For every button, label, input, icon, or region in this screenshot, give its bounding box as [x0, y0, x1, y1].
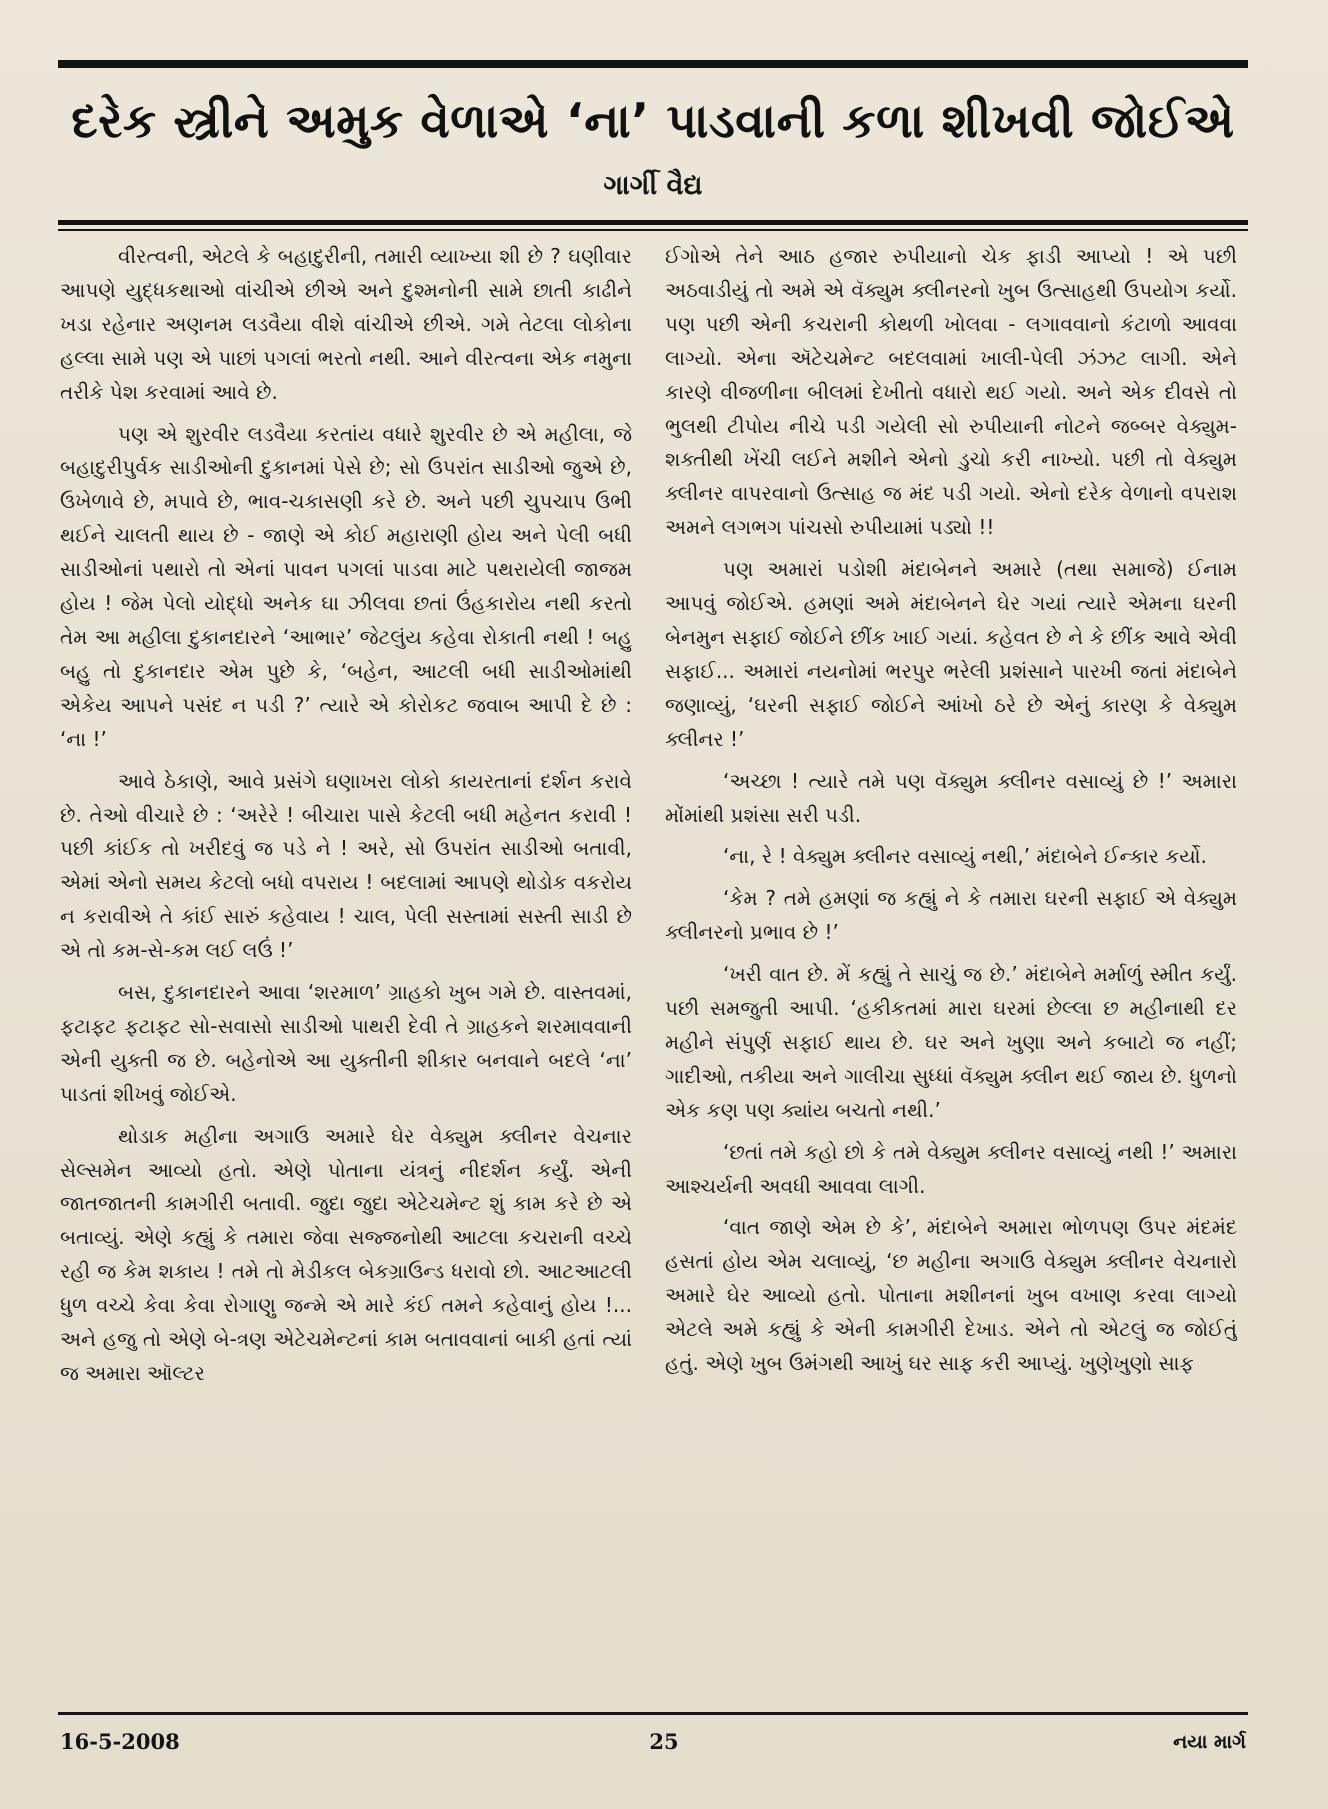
article-title: દરેક સ્ત્રીને અમુક વેળાએ ‘ના’ પાડવાની કળા શીખવી જોઈએ [71, 94, 1235, 149]
paragraph: પણ અમારાં પડોશી મંદાબેનને અમારે (તથા સમાજે) ઈનામ આપવું જોઈએ. હમણાં અમે મંદાબેનને ઘેર ગયાં ત્યારે એમના ઘરની બેનમુન સફાઈ જોઈને છીંક ખાઈ ગયાં. કહેવત છે ને કે છીંક આવે એવી સફાઈ... અમારાં નયનોમાં ભરપુર ભરેલી પ્રશંસાને પારખી જતાં મંદાબેને જણાવ્યું, ‘ઘરની સફાઈ જોઈને આંખો ઠરે છે એનું કારણ કે વેક્યુમ ક્લીનર !’ [665, 557, 1237, 751]
article-author: ગાર્ગી વૈદ્ય [603, 170, 703, 201]
paragraph: આવે ઠેકાણે, આવે પ્રસંગે ઘણાખરા લોકો કાયરતાનાં દર્શન કરાવે છે. તેઓ વીચારે છે : ‘અરેરે ! બીચારા પાસે કેટલી બધી મહેનત કરાવી ! પછી કાંઈક તો ખરીદવું જ પડે ને ! અરે, સો ઉપરાંત સાડીઓ બતાવી, એમાં એનો સમય કેટલો બધો વપરાય ! બદલામાં આપણે થોડોક વકરોય ન કરાવીએ તે કાંઈ સારું કહેવાય ! ચાલ, પેલી સસ્તામાં સસ્તી સાડી છે એ તો કમ-સે-કમ લઈ લઉં !’ [60, 768, 632, 963]
right-column [665, 240, 1237, 1705]
footer-rule [58, 1712, 1248, 1715]
paragraph: ‘છતાં તમે કહો છો કે તમે વેક્યુમ ક્લીનર વસાવ્યું નથી !’ અમારા આશ્ચર્યની અવધી આવવા લાગી. [665, 1139, 1237, 1198]
left-column [60, 240, 632, 1705]
issue-date: 16-5-2008 [60, 1729, 180, 1754]
magazine-name: નયા માર્ગ [1173, 1731, 1246, 1753]
page-number: 25 [649, 1729, 679, 1754]
paragraph: ઈગોએ તેને આઠ હજાર રુપીયાનો ચેક ફાડી આપ્યો ! એ પછી અઠવાડીયું તો અમે એ વૅક્યુમ ક્લીનરનો ખુબ ઉત્સાહથી ઉપયોગ કર્યો. પણ પછી એની કચરાની કોથળી ખોલવા - લગાવવાનો કંટાળો આવવા લાગ્યો. એના ઍટેચમેન્ટ બદલવામાં ખાલી-પેલી ઝંઝટ લાગી. એને કારણે વીજળીના બીલમાં દેખીતો વધારો થઈ ગયો. અને એક દીવસે તો ભુલથી ટીપોય નીચે પડી ગયેલી સો રુપીયાની નોટને જબ્બર વેક્યુમ-શક્તીથી ખેંચી લઈને મશીને એનો ડુચો કરી નાખ્યો. પછી તો વેક્યુમ ક્લીનર વાપરવાનો ઉત્સાહ જ મંદ પડી ગયો. એનો દરેક વેળાનો વપરાશ અમને લગભગ પાંચસો રુપીયામાં પડ્યો !! [665, 244, 1237, 540]
paragraph: ‘ખરી વાત છે. મેં કહ્યું તે સાચું જ છે.’ મંદાબેને મર્માળું સ્મીત કર્યું. પછી સમજુતી આપી. ‘હકીકતમાં મારા ઘરમાં છેલ્લા છ મહીનાથી દર મહીને સંપુર્ણ સફાઈ થાય છે. ઘર અને ખુણા અને કબાટો જ નહીં; ગાદીઓ, તકીયા અને ગાલીચા સુધ્ધાં વૅક્યુમ ક્લીન થઈ જાય છે. ધુળનો એક કણ પણ ક્યાંય બચતો નથી.’ [665, 962, 1237, 1122]
top-rule [58, 60, 1248, 68]
header-rule-thin [58, 229, 1248, 231]
paragraph: બસ, દુકાનદારને આવા ‘શરમાળ’ ગ્રાહકો ખુબ ગમે છે. વાસ્તવમાં, ફટાફટ ફટાફટ સો-સવાસો સાડીઓ પાથરી દેવી તે ગ્રાહકને શરમાવવાની એની યુક્તી જ છે. બહેનોએ આ યુક્તીની શીકાર બનવાને બદલે ‘ના’ પાડતાં શીખવું જોઈએ. [60, 980, 632, 1106]
paragraph: ‘કેમ ? તમે હમણાં જ કહ્યું ને કે તમારા ઘરની સફાઈ એ વેક્યુમ ક્લીનરનો પ્રભાવ છે !’ [665, 886, 1237, 945]
paragraph: પણ એ શુરવીર લડવૈયા કરતાંય વધારે શુરવીર છે એ મહીલા, જે બહાદુરીપુર્વક સાડીઓની દુકાનમાં પેસે છે; સો ઉપરાંત સાડીઓ જુએ છે, ઉખેળાવે છે, મપાવે છે, ભાવ-ચકાસણી કરે છે. અને પછી ચુપચાપ ઉભી થઈને ચાલતી થાય છે - જાણે એ કોઈ મહારાણી હોય અને પેલી બધી સાડીઓનાં પથારો તો એનાં પાવન પગલાં પાડવા માટે પથરાયેલી જાજમ હોય ! જેમ પેલો યોદ્ધો અનેક ઘા ઝીલવા છતાં ઉંહકારોય નથી કરતો તેમ આ મહીલા દુકાનદારને ‘આભાર’ જેટલુંય કહેવા રોકાતી નથી ! બહુ બહુ તો દુકાનદાર એમ પુછે કે, ‘બહેન, આટલી બધી સાડીઓમાંથી એકેય આપને પસંદ ન પડી ?’ ત્યારે એ કોરોકટ જવાબ આપી દે છે : ‘ના !’ [60, 421, 632, 751]
paragraph: થોડાક મહીના અગાઉ અમારે ઘેર વેક્યુમ ક્લીનર વેચનાર સેલ્સમેન આવ્યો હતો. એણે પોતાના યંત્રનું નીદર્શન કર્યું. એની જાતજાતની કામગીરી બતાવી. જુદા જુદા એટેચમેન્ટ શું કામ કરે છે એ બતાવ્યું. એણે કહ્યું કે તમારા જેવા સજ્જનોથી આટલા કચરાની વચ્ચે રહી જ કેમ શકાય ! તમે તો મેડીકલ બેકગ્રાઉન્ડ ધરાવો છો. આટઆટલી ધુળ વચ્ચે કેવા કેવા રોગાણુ જન્મે એ મારે કંઈ તમને કહેવાનું હોય !... અને હજુ તો એણે બે-ત્રણ એટેચમેન્ટનાં કામ બતાવવાનાં બાકી હતાં ત્યાં જ અમારા ઑલ્ટર [60, 1123, 632, 1385]
header-rule-thick [58, 220, 1248, 225]
paragraph: ‘ના, રે ! વેક્યુમ ક્લીનર વસાવ્યું નથી,’ મંદાબેને ઈન્કાર કર્યો. [723, 844, 1207, 869]
paragraph: ‘વાત જાણે એમ છે કે’, મંદાબેને અમારા ભોળપણ ઉપર મંદમંદ હસતાં હોય એમ ચલાવ્યું, ‘છ મહીના અગાઉ વેક્યુમ ક્લીનર વેચનારો અમારે ઘેર આવ્યો હતો. પોતાના મશીનનાં ખુબ વખાણ કરવા લાગ્યો એટલે અમે કહ્યું કે એની કામગીરી દેખાડ. એને તો એટલું જ જોઈતું હતું. એણે ખુબ ઉમંગથી આખું ઘર સાફ કરી આપ્યું. ખુણેખુણો સાફ [665, 1215, 1237, 1376]
paragraph: ‘અચ્છા ! ત્યારે તમે પણ વૅક્યુમ ક્લીનર વસાવ્યું છે !’ અમારા મોંમાંથી પ્રશંસા સરી પડી. [665, 768, 1237, 827]
paragraph: વીરત્વની, એટલે કે બહાદુરીની, તમારી વ્યાખ્યા શી છે ? ઘણીવાર આપણે યુદ્ધકથાઓ વાંચીએ છીએ અને દુશ્મનોની સામે છાતી કાઢીને ખડા રહેનાર અણનમ લડવૈયા વીશે વાંચીએ છીએ. ગમે તેટલા લોકોના હલ્લા સામે પણ એ પાછાં પગલાં ભરતો નથી. આને વીરત્વના એક નમુના તરીકે પેશ કરવામાં આવે છે. [60, 244, 632, 404]
